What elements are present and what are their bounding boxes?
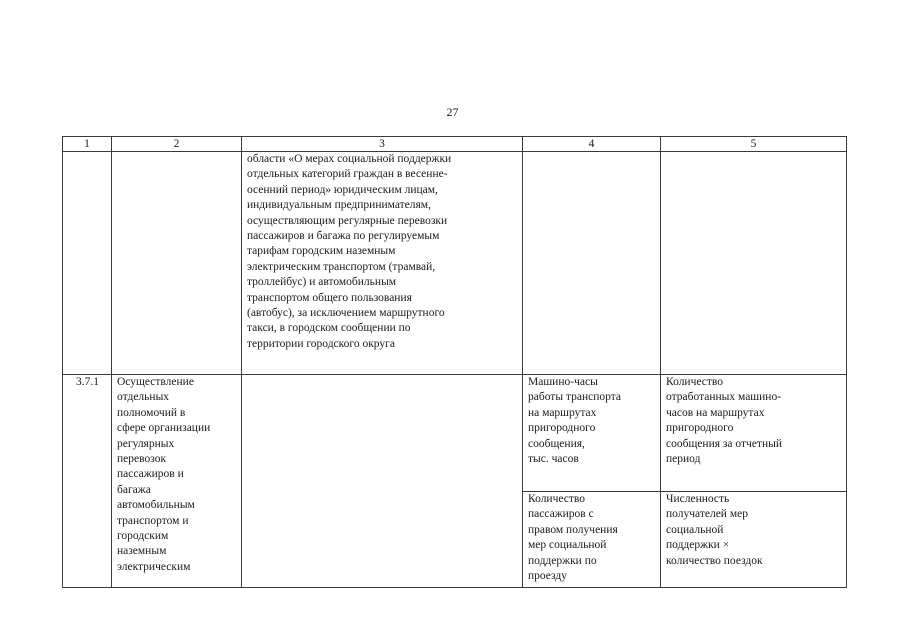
item-number-cell: 3.7.1: [63, 375, 112, 588]
continuation-formula-cell: [661, 152, 847, 375]
header-cell-2: 2: [112, 137, 242, 152]
indicator-cell: Машино-часы работы транспорта на маршрутах пригородного сообщения, тыс. часов: [523, 375, 661, 492]
continuation-name-cell: [112, 152, 242, 375]
continuation-indicator-cell: [523, 152, 661, 375]
header-cell-4: 4: [523, 137, 661, 152]
formula-cell: Численность получателей мер социальной поддержки × количество поездок: [661, 492, 847, 588]
table-header-row: [63, 137, 847, 152]
header-cell-5: 5: [661, 137, 847, 152]
indicator-table: [62, 136, 847, 588]
header-cell-3: 3: [242, 137, 523, 152]
continuation-row: [63, 152, 847, 375]
continuation-number-cell: [63, 152, 112, 375]
header-cell-1: 1: [63, 137, 112, 152]
continuation-description-cell: области «О мерах социальной поддержки отдельных категорий граждан в весенне- осенний период» юридическим лицам, индивидуальным предпринимателям, осуществляющим регулярные перевозки пассажиров и багажа по регулируемым тарифам городским наземным электрическим транспортом (трамвай, троллейбус) и автомобильным транспортом общего пользования (автобус), за исключением маршрутного такси, в городском сообщении по территории городского округа: [242, 152, 523, 375]
indicator-cell: Количество пассажиров с правом получения мер социальной поддержки по проезду: [523, 492, 661, 588]
item-description-cell: [242, 375, 523, 588]
table-row: [63, 375, 847, 492]
page-number: 27: [446, 105, 459, 119]
formula-cell: Количество отработанных машино- часов на маршрутах пригородного сообщения за отчетный период: [661, 375, 847, 492]
item-name-cell: Осуществление отдельных полномочий в сфере организации регулярных перевозок пассажиров и багажа автомобильным транспортом и городским наземным электрическим: [112, 375, 242, 588]
